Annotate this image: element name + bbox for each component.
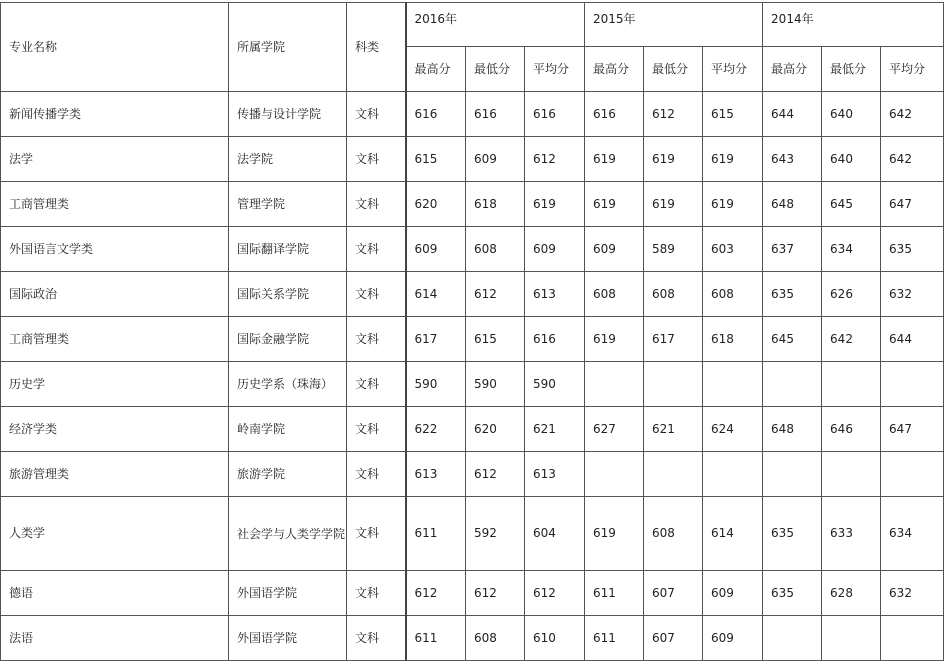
table-row [1,571,944,616]
cell-2015-min: 608 [644,497,703,571]
cell-2016-min: 612 [466,452,525,497]
cell-2014-min: 626 [822,272,881,317]
cell-college: 社会学与人类学学院 [229,497,347,571]
cell-2014-max: 635 [763,571,822,616]
cell-college: 岭南学院 [229,407,347,452]
cell-2016-max: 609 [406,227,466,272]
cell-2015-avg: 609 [703,571,763,616]
table-row [1,137,944,182]
cell-category: 文科 [347,137,406,182]
cell-2014-max: 648 [763,182,822,227]
cell-2014-max [763,616,822,661]
cell-2016-min: 590 [466,362,525,407]
cell-2016-max: 613 [406,452,466,497]
header-category: 科类 [347,3,406,92]
header-max-2014: 最高分 [763,47,822,92]
header-min-2015: 最低分 [644,47,703,92]
header-min-2014: 最低分 [822,47,881,92]
cell-2016-min: 620 [466,407,525,452]
cell-major: 工商管理类 [1,182,229,227]
cell-2016-avg: 621 [525,407,585,452]
header-avg-2016: 平均分 [525,47,585,92]
cell-major: 旅游管理类 [1,452,229,497]
cell-category: 文科 [347,182,406,227]
cell-category: 文科 [347,407,406,452]
cell-major: 人类学 [1,497,229,571]
table-row [1,92,944,137]
cell-2016-max: 611 [406,497,466,571]
cell-2016-avg: 609 [525,227,585,272]
cell-2016-max: 590 [406,362,466,407]
cell-college: 国际金融学院 [229,317,347,362]
cell-2015-min: 608 [644,272,703,317]
cell-college: 旅游学院 [229,452,347,497]
cell-2015-min: 607 [644,616,703,661]
cell-2016-avg: 612 [525,571,585,616]
cell-2016-min: 592 [466,497,525,571]
table-row [1,317,944,362]
cell-2016-avg: 613 [525,272,585,317]
cell-major: 法语 [1,616,229,661]
cell-2014-min: 646 [822,407,881,452]
cell-category: 文科 [347,272,406,317]
cell-2016-avg: 613 [525,452,585,497]
table-row [1,616,944,661]
cell-2015-min: 612 [644,92,703,137]
table-row [1,497,944,571]
cell-2015-avg: 608 [703,272,763,317]
cell-2015-avg: 619 [703,137,763,182]
cell-2015-max: 609 [585,227,644,272]
cell-2016-min: 612 [466,272,525,317]
table-row [1,272,944,317]
cell-category: 文科 [347,317,406,362]
cell-college: 外国语学院 [229,616,347,661]
cell-2014-min: 640 [822,137,881,182]
cell-2014-avg: 642 [881,137,944,182]
cell-2014-avg: 644 [881,317,944,362]
cell-2015-max [585,362,644,407]
cell-2014-avg [881,616,944,661]
cell-category: 文科 [347,452,406,497]
cell-2015-min: 619 [644,182,703,227]
cell-2015-max: 619 [585,497,644,571]
cell-2014-max: 643 [763,137,822,182]
cell-2016-min: 609 [466,137,525,182]
table-row [1,407,944,452]
cell-2015-max: 627 [585,407,644,452]
cell-2015-avg [703,452,763,497]
cell-category: 文科 [347,616,406,661]
cell-2014-max [763,452,822,497]
cell-2015-min [644,452,703,497]
cell-2014-avg: 635 [881,227,944,272]
cell-2015-min: 621 [644,407,703,452]
cell-2015-max: 619 [585,182,644,227]
cell-2015-max: 619 [585,137,644,182]
cell-2014-avg: 632 [881,272,944,317]
cell-college: 传播与设计学院 [229,92,347,137]
table-row [1,227,944,272]
header-row-years [1,3,944,47]
cell-2015-max: 619 [585,317,644,362]
cell-2016-max: 620 [406,182,466,227]
cell-2014-max [763,362,822,407]
cell-2014-min [822,452,881,497]
cell-2015-max: 616 [585,92,644,137]
table-row [1,182,944,227]
cell-2014-min: 628 [822,571,881,616]
cell-2016-min: 608 [466,616,525,661]
cell-category: 文科 [347,227,406,272]
cell-category: 文科 [347,92,406,137]
cell-2015-max: 608 [585,272,644,317]
cell-college: 管理学院 [229,182,347,227]
cell-2015-min [644,362,703,407]
cell-2016-min: 618 [466,182,525,227]
cell-2015-avg: 609 [703,616,763,661]
header-min-2016: 最低分 [466,47,525,92]
cell-major: 新闻传播学类 [1,92,229,137]
cell-2014-avg [881,452,944,497]
header-max-2015: 最高分 [585,47,644,92]
cell-2016-max: 616 [406,92,466,137]
cell-college: 法学院 [229,137,347,182]
cell-2015-max [585,452,644,497]
cell-2014-min: 645 [822,182,881,227]
cell-2014-avg: 634 [881,497,944,571]
cell-2014-min: 642 [822,317,881,362]
cell-2016-min: 608 [466,227,525,272]
admission-scores-table [0,2,944,661]
cell-2016-max: 622 [406,407,466,452]
cell-2014-min [822,362,881,407]
cell-college: 国际翻译学院 [229,227,347,272]
cell-2014-max: 648 [763,407,822,452]
cell-2015-avg: 624 [703,407,763,452]
cell-2016-max: 614 [406,272,466,317]
cell-2015-min: 617 [644,317,703,362]
cell-major: 国际政治 [1,272,229,317]
cell-2016-max: 612 [406,571,466,616]
cell-2016-max: 611 [406,616,466,661]
cell-2016-avg: 610 [525,616,585,661]
cell-2015-max: 611 [585,616,644,661]
cell-2016-avg: 616 [525,317,585,362]
cell-category: 文科 [347,362,406,407]
cell-category: 文科 [347,497,406,571]
header-college: 所属学院 [229,3,347,92]
header-avg-2014: 平均分 [881,47,944,92]
header-year-2015: 2015年 [585,3,763,47]
cell-major: 外国语言文学类 [1,227,229,272]
cell-major: 经济学类 [1,407,229,452]
cell-major: 历史学 [1,362,229,407]
cell-2015-avg: 618 [703,317,763,362]
cell-major: 德语 [1,571,229,616]
cell-major: 工商管理类 [1,317,229,362]
cell-2014-min: 634 [822,227,881,272]
cell-2014-max: 635 [763,497,822,571]
cell-2016-avg: 604 [525,497,585,571]
cell-2015-max: 611 [585,571,644,616]
cell-2014-avg: 632 [881,571,944,616]
cell-college: 历史学系（珠海） [229,362,347,407]
header-year-2016: 2016年 [406,3,585,47]
cell-2014-max: 645 [763,317,822,362]
cell-2014-min [822,616,881,661]
cell-2014-max: 635 [763,272,822,317]
header-avg-2015: 平均分 [703,47,763,92]
header-major: 专业名称 [1,3,229,92]
cell-2016-min: 616 [466,92,525,137]
cell-2014-min: 640 [822,92,881,137]
header-max-2016: 最高分 [406,47,466,92]
cell-2014-min: 633 [822,497,881,571]
cell-2016-min: 615 [466,317,525,362]
cell-2015-avg [703,362,763,407]
cell-2015-avg: 603 [703,227,763,272]
header-year-2014: 2014年 [763,3,944,47]
cell-2014-avg: 647 [881,182,944,227]
cell-2014-avg [881,362,944,407]
cell-2016-min: 612 [466,571,525,616]
cell-2015-avg: 614 [703,497,763,571]
cell-2016-max: 615 [406,137,466,182]
cell-college: 国际关系学院 [229,272,347,317]
cell-2015-min: 619 [644,137,703,182]
cell-2016-avg: 612 [525,137,585,182]
table-row [1,362,944,407]
cell-2014-avg: 647 [881,407,944,452]
cell-2014-avg: 642 [881,92,944,137]
cell-2014-max: 637 [763,227,822,272]
cell-2016-avg: 619 [525,182,585,227]
cell-category: 文科 [347,571,406,616]
cell-2016-max: 617 [406,317,466,362]
table-row [1,452,944,497]
cell-2016-avg: 616 [525,92,585,137]
cell-college: 外国语学院 [229,571,347,616]
cell-2015-avg: 619 [703,182,763,227]
cell-2014-max: 644 [763,92,822,137]
cell-2015-min: 607 [644,571,703,616]
cell-major: 法学 [1,137,229,182]
cell-2015-avg: 615 [703,92,763,137]
cell-2015-min: 589 [644,227,703,272]
cell-2016-avg: 590 [525,362,585,407]
